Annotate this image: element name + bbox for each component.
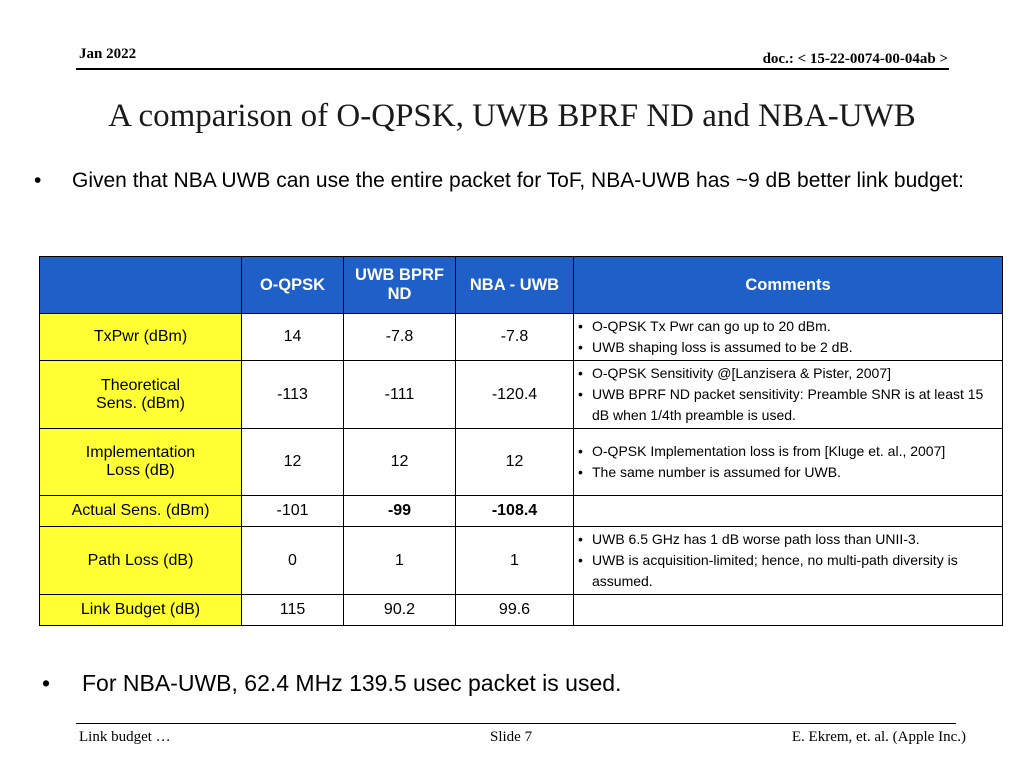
- cell-nba: 12: [456, 429, 574, 496]
- table-header-row: [40, 257, 1003, 314]
- cell-uwb: 12: [344, 429, 456, 496]
- cell-oqpsk: 14: [242, 314, 344, 361]
- row-label: Link Budget (dB): [40, 595, 242, 626]
- cell-uwb: 90.2: [344, 595, 456, 626]
- cell-nba: 99.6: [456, 595, 574, 626]
- cell-comments: [574, 429, 1003, 496]
- cell-comments: [574, 314, 1003, 361]
- row-label: Implementation Loss (dB): [40, 429, 242, 496]
- cell-comments: [574, 496, 1003, 527]
- cell-uwb: -99: [344, 496, 456, 527]
- table-row: [40, 527, 1003, 595]
- cell-uwb: -7.8: [344, 314, 456, 361]
- comment-item: • UWB shaping loss is assumed to be 2 dB.: [578, 337, 994, 358]
- header-divider: [76, 68, 949, 70]
- comment-item: • UWB 6.5 GHz has 1 dB worse path loss than UNII-3.: [578, 529, 994, 550]
- slide-title: A comparison of O-QPSK, UWB BPRF ND and NBA-UWB: [108, 98, 916, 134]
- table-row: [40, 429, 1003, 496]
- cell-nba: -120.4: [456, 361, 574, 429]
- footer-topic: Link budget …: [79, 729, 171, 745]
- row-label: TxPwr (dBm): [40, 314, 242, 361]
- bullet-marker: •: [42, 670, 51, 696]
- comment-item: • O-QPSK Implementation loss is from [Kluge et. al., 2007]: [578, 441, 994, 462]
- row-label: Path Loss (dB): [40, 527, 242, 595]
- row-label: Actual Sens. (dBm): [40, 496, 242, 527]
- table-row: [40, 496, 1003, 527]
- header-date: Jan 2022: [79, 46, 137, 62]
- comment-item: • UWB is acquisition-limited; hence, no multi-path diversity is assumed.: [578, 550, 994, 592]
- header-cell-empty: [40, 257, 242, 314]
- cell-oqpsk: -101: [242, 496, 344, 527]
- header-doc-id: doc.: < 15-22-0074-00-04ab >: [762, 51, 948, 67]
- comment-item: • O-QPSK Tx Pwr can go up to 20 dBm.: [578, 316, 994, 337]
- header-comments: Comments: [574, 257, 1003, 314]
- header-nba-uwb: NBA - UWB: [456, 257, 574, 314]
- cell-nba: 1: [456, 527, 574, 595]
- cell-comments: [574, 595, 1003, 626]
- cell-oqpsk: 0: [242, 527, 344, 595]
- bullet-link-budget: [34, 166, 972, 196]
- table-row: [40, 314, 1003, 361]
- comment-item: • UWB BPRF ND packet sensitivity: Preamble SNR is at least 15 dB when 1/4th preamble is used.: [578, 384, 994, 426]
- bullet-packet-note: [42, 668, 982, 698]
- bullet-text: For NBA-UWB, 62.4 MHz 139.5 usec packet is used.: [82, 670, 622, 696]
- header-oqpsk: O-QPSK: [242, 257, 344, 314]
- header-uwb-label: UWB BPRF ND: [355, 266, 444, 303]
- footer-authors: E. Ekrem, et. al. (Apple Inc.): [791, 729, 966, 745]
- comment-item: • O-QPSK Sensitivity @[Lanzisera & Pister, 2007]: [578, 363, 994, 384]
- header-uwb-bprf-nd: [344, 257, 456, 314]
- cell-comments: [574, 361, 1003, 429]
- cell-comments: [574, 527, 1003, 595]
- cell-uwb: 1: [344, 527, 456, 595]
- table-row: [40, 361, 1003, 429]
- comment-item: • The same number is assumed for UWB.: [578, 462, 994, 483]
- cell-nba: -108.4: [456, 496, 574, 527]
- cell-oqpsk: 12: [242, 429, 344, 496]
- footer-divider: [76, 723, 956, 724]
- row-label: Theoretical Sens. (dBm): [40, 361, 242, 429]
- cell-uwb: -111: [344, 361, 456, 429]
- cell-oqpsk: -113: [242, 361, 344, 429]
- table-row: [40, 595, 1003, 626]
- footer-slide-number: Slide 7: [490, 729, 533, 745]
- comparison-table: [39, 256, 1003, 626]
- bullet-marker: •: [34, 169, 42, 192]
- cell-oqpsk: 115: [242, 595, 344, 626]
- cell-nba: -7.8: [456, 314, 574, 361]
- bullet-text: Given that NBA UWB can use the entire packet for ToF, NBA-UWB has ~9 dB better link budget:: [72, 169, 964, 192]
